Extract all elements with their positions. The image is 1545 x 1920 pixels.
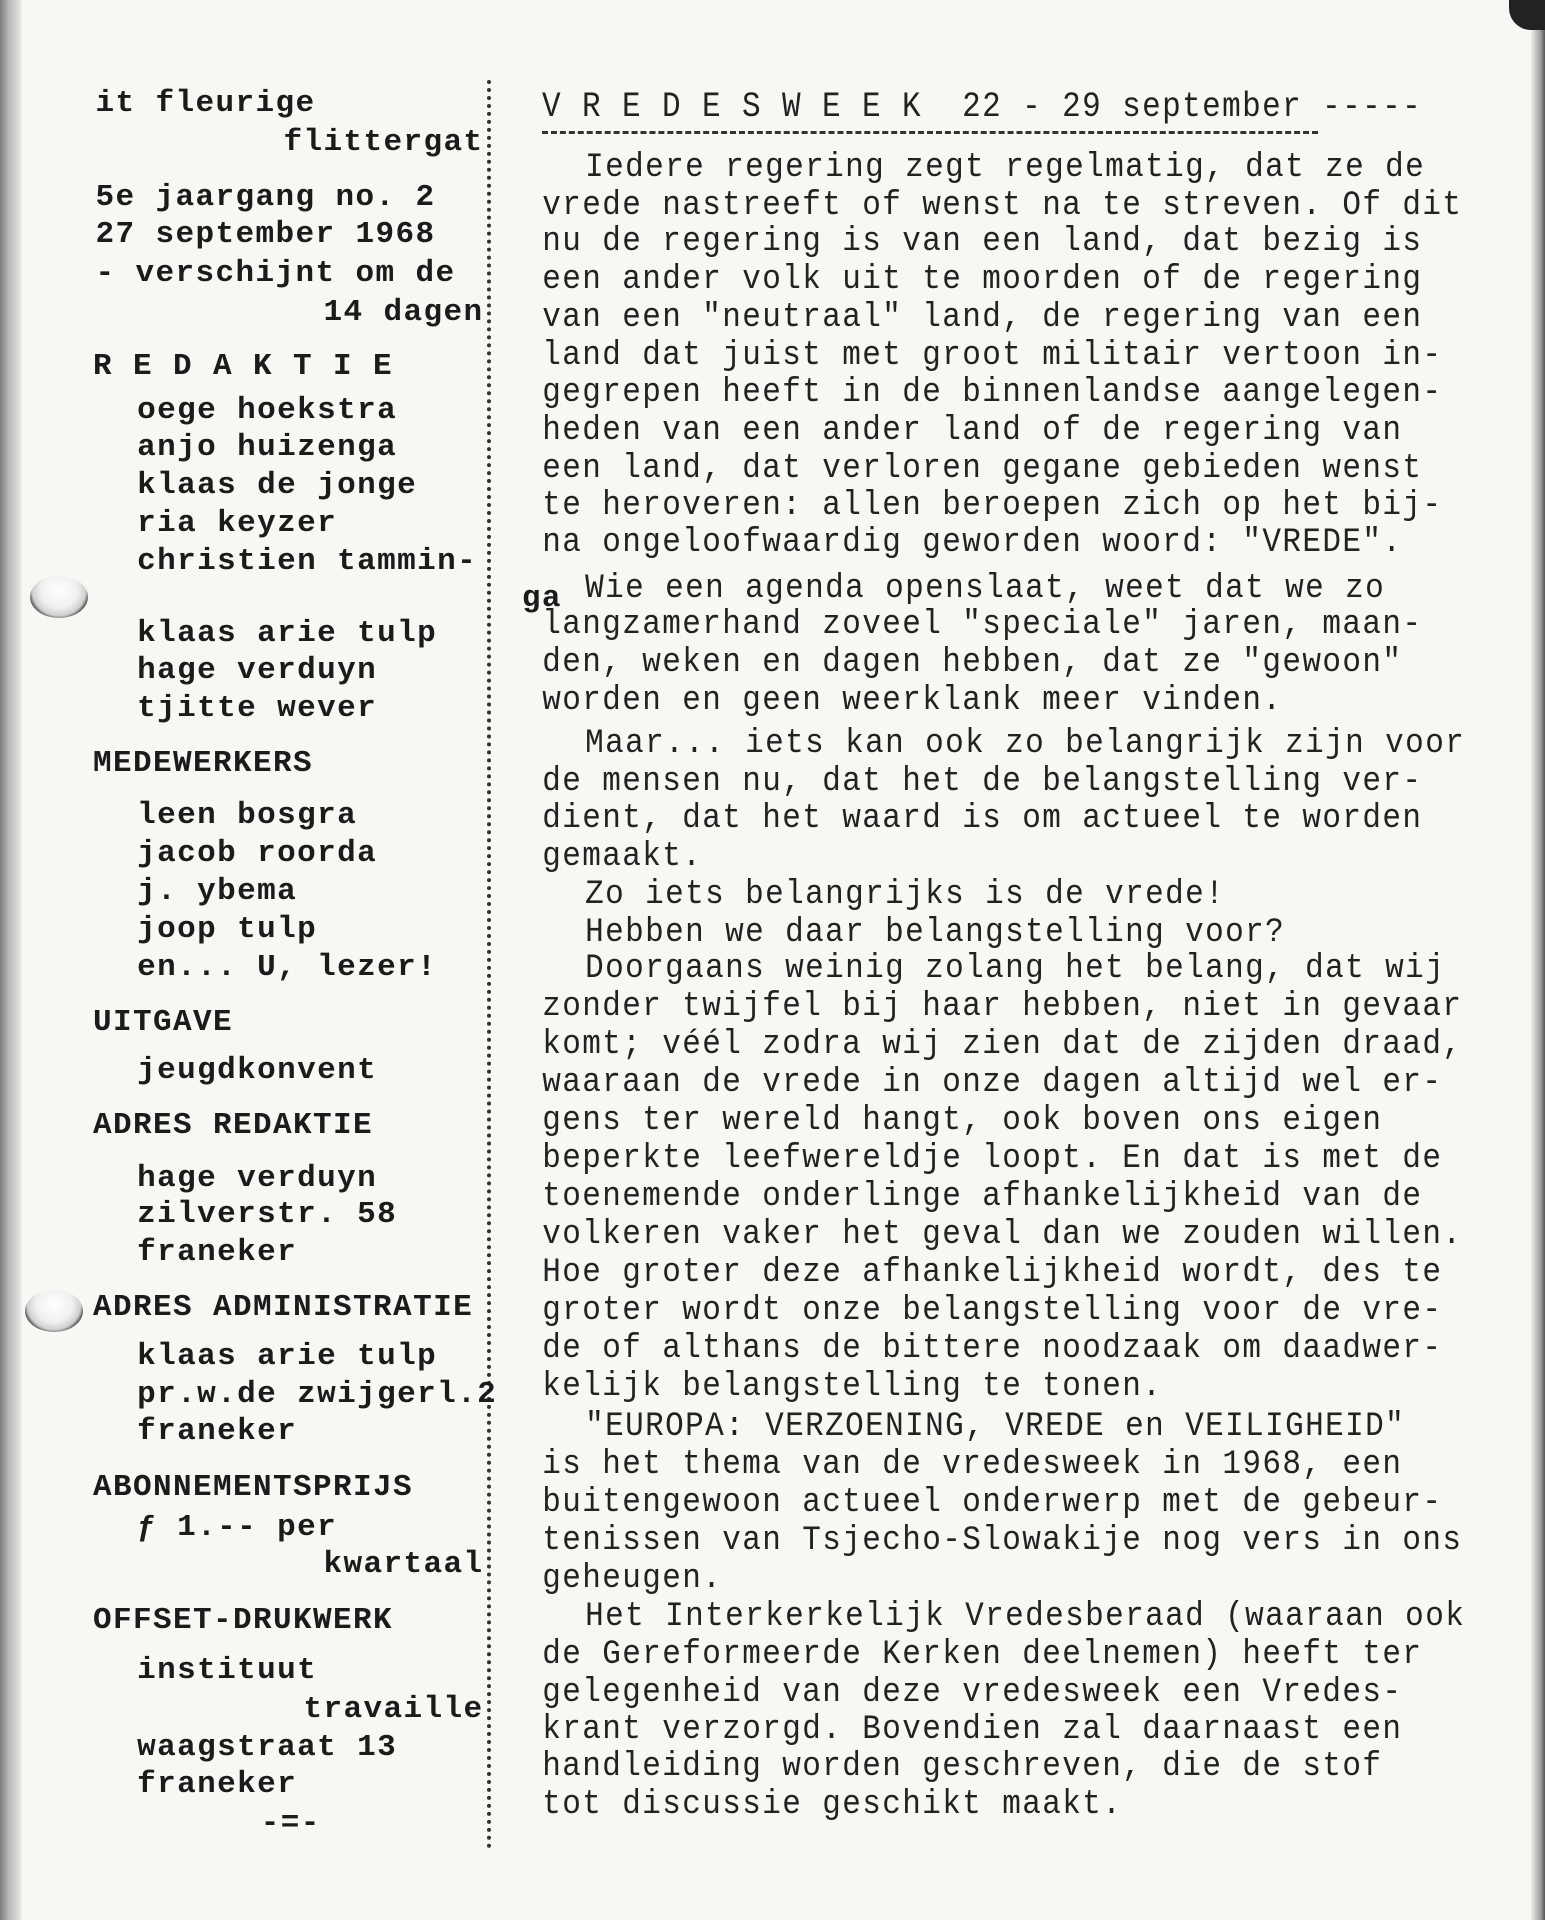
masthead-line: flittergat	[283, 125, 484, 161]
punch-hole-icon	[30, 576, 88, 618]
article-line: gelegenheid van deze vredesweek een Vredes-	[542, 1672, 1403, 1712]
end-mark: -=-	[260, 1805, 321, 1841]
article-line: geheugen.	[542, 1558, 723, 1598]
section-line: ria keyzer	[137, 505, 338, 541]
article-line: krant verzorgd. Bovendien zal daarnaast een	[542, 1709, 1403, 1749]
punch-hole-icon	[25, 1290, 83, 1332]
article-line: Iedere regering zegt regelmatig, dat ze de	[585, 147, 1426, 187]
section-line: hage verduyn	[137, 652, 378, 688]
article-line: langzamerhand zoveel "speciale" jaren, maan-	[542, 605, 1423, 645]
section-line: oege hoekstra	[137, 393, 398, 429]
section-line: jacob roorda	[137, 836, 378, 872]
article-line: waaraan de vrede in onze dagen altijd wel er-	[542, 1063, 1443, 1103]
article-line: Doorgaans weinig zolang het belang, dat wij	[585, 949, 1446, 989]
article-line: nu de regering is van een land, dat bezig is	[542, 222, 1423, 262]
article-line: kelijk belangstelling te tonen.	[542, 1366, 1163, 1406]
section-line: kwartaal	[323, 1547, 484, 1583]
article-line: een land, dat verloren gegane gebieden wenst	[542, 448, 1423, 488]
page-corner-shadow	[1509, 0, 1545, 30]
article-line: een ander volk uit te moorden of de regering	[542, 260, 1423, 300]
article-line: gens ter wereld hangt, ook boven ons eigen	[542, 1101, 1383, 1141]
section-heading: ADRES REDAKTIE	[93, 1108, 374, 1144]
section-line: j. ybema	[137, 874, 298, 910]
section-line: franeker	[137, 1235, 298, 1271]
article-line: land dat juist met groot militair vertoon in-	[542, 336, 1443, 376]
article-line: tot discussie geschikt maakt.	[542, 1785, 1123, 1825]
section-heading: MEDEWERKERS	[93, 745, 314, 781]
section-line: jeugdkonvent	[137, 1053, 378, 1088]
section-heading: UITGAVE	[93, 1005, 234, 1041]
article-line: vrede nastreeft of wenst na te streven. Of dit	[542, 185, 1463, 225]
article-line: te heroveren: allen beroepen zich op het bij-	[542, 485, 1443, 525]
article-line: de Gereformeerde Kerken deelnemen) heeft ter	[542, 1634, 1423, 1674]
article-line: Het Interkerkelijk Vredesberaad (waaraan ook	[585, 1596, 1466, 1636]
section-line: anjo huizenga	[137, 429, 398, 465]
article-line: den, weken en dagen hebben, dat ze "gewoon"	[542, 643, 1403, 683]
article-line: beperkte leefwereldje loopt. En dat is met de	[542, 1138, 1443, 1179]
article-line: Zo iets belangrijks is de vrede!	[585, 874, 1226, 914]
article-line: volkeren vaker het geval dan we zouden willen.	[542, 1214, 1463, 1255]
article-line: van een "neutraal" land, de regering van een	[542, 298, 1423, 338]
article-line: handleiding worden geschreven, die de stof	[542, 1747, 1383, 1787]
section-line: christien tammin-	[137, 543, 478, 579]
article-line: Hebben we daar belangstelling voor?	[585, 912, 1286, 952]
section-heading: OFFSET-DRUKWERK	[93, 1602, 394, 1638]
masthead-line: 14 dagen	[323, 295, 484, 331]
section-line: klaas de jonge	[137, 467, 418, 503]
section-line: tjitte wever	[137, 690, 378, 726]
section-heading: ABONNEMENTSPRIJS	[93, 1470, 414, 1506]
article-line: na ongeloofwaardig geworden woord: "VREDE".	[542, 523, 1403, 563]
section-line: leen bosgra	[137, 798, 358, 834]
article-line: Hoe groter deze afhankelijkheid wordt, des te	[542, 1252, 1443, 1292]
article-line: dient, dat het waard is om actueel te worden	[542, 798, 1423, 838]
section-line: klaas arie tulp	[137, 1339, 438, 1375]
section-line: franeker	[137, 1414, 298, 1450]
binder-edge	[0, 0, 22, 1920]
section-line: travaille	[303, 1691, 484, 1727]
article-line: de of althans de bittere noodzaak om daadwer-	[542, 1328, 1443, 1368]
section-line: en... U, lezer!	[137, 950, 438, 986]
section-line: waagstraat 13	[137, 1729, 398, 1765]
section-line: ga	[521, 580, 562, 616]
article-line: "EUROPA: VERZOENING, VREDE en VEILIGHEID"	[585, 1407, 1406, 1447]
masthead-line: - verschijnt om de	[95, 256, 456, 292]
title-underline	[542, 131, 1318, 134]
section-line: instituut	[137, 1652, 318, 1688]
article-line: tenissen van Tsjecho-Slowakije nog vers in ons	[542, 1520, 1463, 1561]
article-line: de mensen nu, dat het de belangstelling ver-	[542, 761, 1423, 802]
article-line: Maar... iets kan ook zo belangrijk zijn voor	[585, 724, 1466, 764]
article-line: worden en geen weerklank meer vinden.	[542, 681, 1283, 721]
article-line: Wie een agenda openslaat, weet dat we zo	[585, 568, 1386, 608]
masthead-line: it fleurige	[95, 86, 316, 122]
masthead-line: 27 september 1968	[95, 217, 436, 252]
section-line: pr.w.de zwijgerl.2	[137, 1377, 498, 1413]
page-edge-shadow	[1531, 0, 1545, 1920]
article-line: is het thema van de vredesweek in 1968, een	[542, 1444, 1403, 1485]
article-line: buitengewoon actueel onderwerp met de gebeur-	[542, 1482, 1443, 1523]
article-line: heden van een ander land of de regering van	[542, 410, 1403, 450]
section-line: joop tulp	[137, 912, 318, 948]
article-title: V R E D E S W E E K 22 - 29 september -----	[542, 87, 1423, 128]
section-heading: R E D A K T I E	[93, 349, 394, 385]
masthead-line: 5e jaargang no. 2	[95, 180, 436, 216]
section-line: ƒ 1.-- per	[137, 1509, 338, 1545]
article-line: gemaakt.	[542, 836, 703, 876]
article-line: gegrepen heeft in de binnenlandse aangelegen-	[542, 372, 1443, 412]
article-line: groter wordt onze belangstelling voor de vre-	[542, 1290, 1443, 1330]
section-heading: ADRES ADMINISTRATIE	[93, 1290, 474, 1326]
section-line: franeker	[137, 1766, 298, 1802]
column-divider	[487, 80, 491, 1850]
article-line: toenemende onderlinge afhankelijkheid van de	[542, 1176, 1423, 1217]
article-line: komt; véél zodra wij zien dat de zijden draad,	[542, 1025, 1463, 1065]
section-line: klaas arie tulp	[137, 616, 438, 652]
article-line: zonder twijfel bij haar hebben, niet in gevaar	[542, 987, 1463, 1027]
section-line: hage verduyn	[137, 1160, 378, 1196]
section-line: zilverstr. 58	[137, 1197, 398, 1233]
